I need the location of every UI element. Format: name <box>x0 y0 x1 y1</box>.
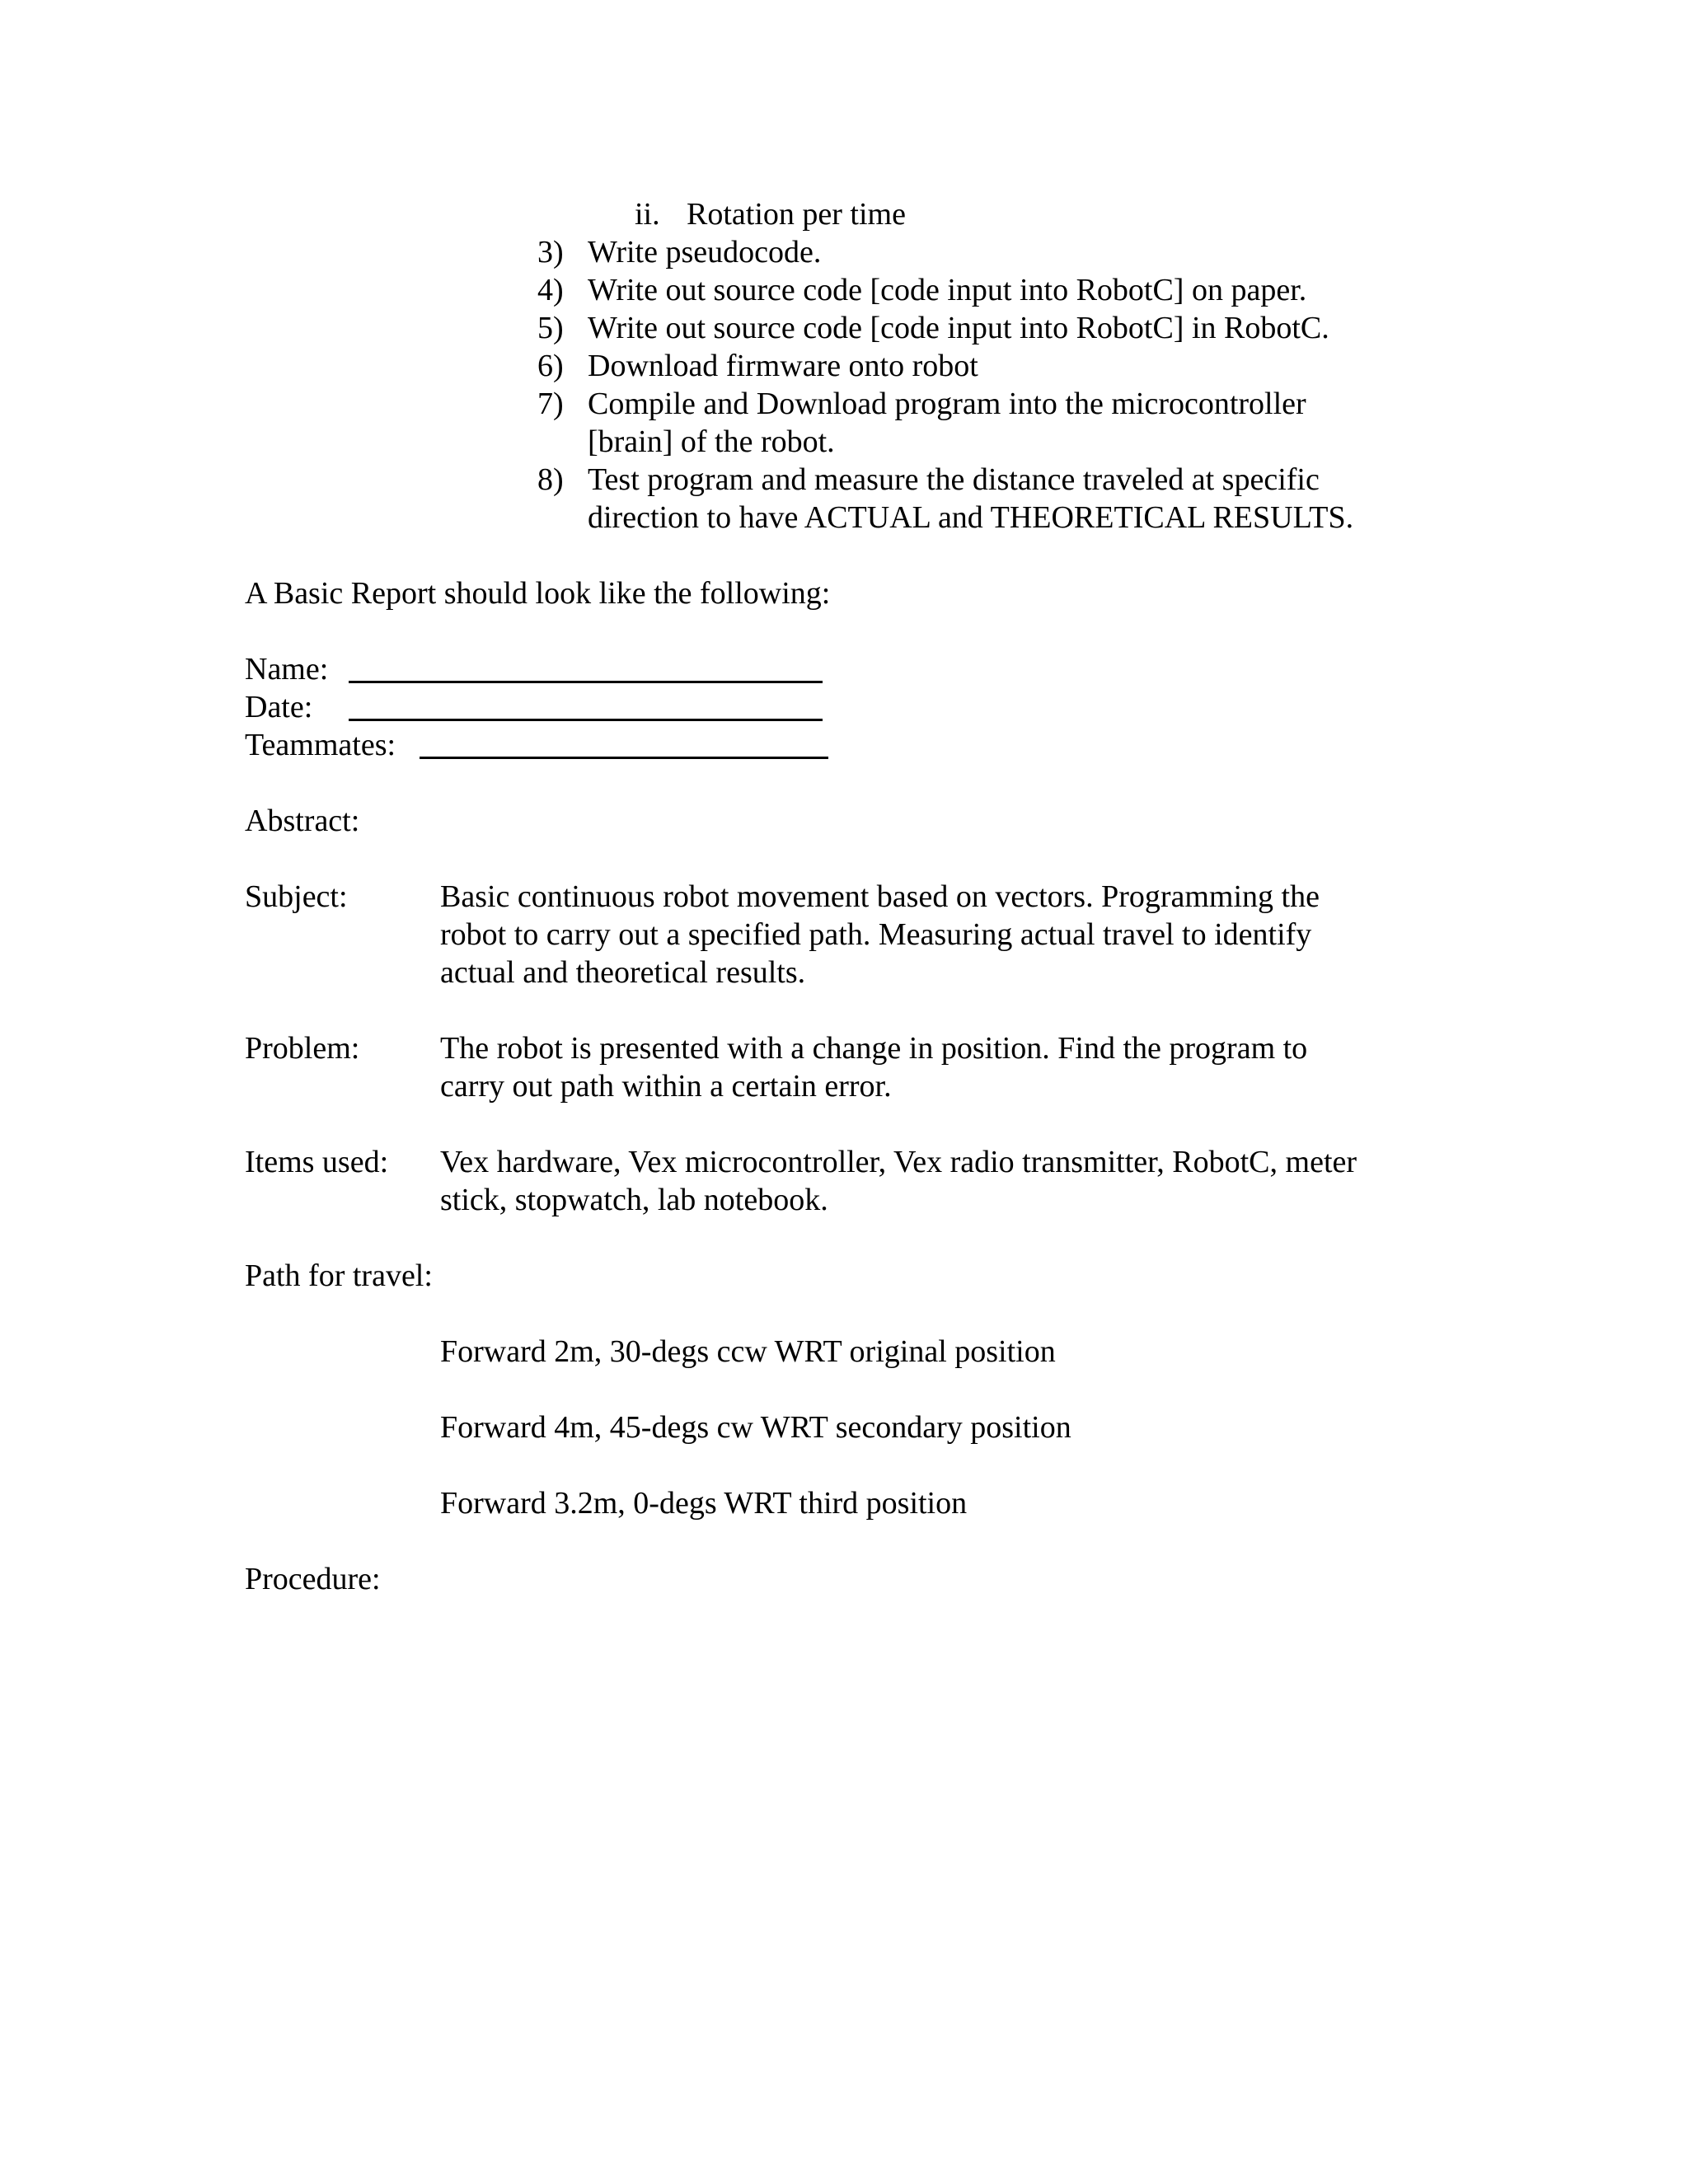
step-text-5: Write out source code [code input into RobotC] in RobotC. <box>588 311 1329 345</box>
date-blank-line <box>349 719 823 721</box>
path-segment-1: Forward 2m, 30-degs ccw WRT original position <box>440 1334 1056 1369</box>
teammates-label: Teammates: <box>245 728 396 762</box>
sub-item-marker: ii. <box>635 197 660 232</box>
items-used-label: Items used: <box>245 1145 389 1179</box>
step-number-6: 6) <box>537 349 564 383</box>
problem-label: Problem: <box>245 1031 360 1066</box>
procedure-label: Procedure: <box>245 1562 381 1596</box>
problem-text-line1: The robot is presented with a change in position. Find the program to <box>440 1031 1308 1066</box>
teammates-blank-line <box>420 757 828 759</box>
problem-text-line2: carry out path within a certain error. <box>440 1069 892 1104</box>
name-label: Name: <box>245 652 329 687</box>
items-used-text-line2: stick, stopwatch, lab notebook. <box>440 1183 828 1217</box>
report-intro: A Basic Report should look like the following: <box>245 576 831 611</box>
step-text-8-line2: direction to have ACTUAL and THEORETICAL RESULTS. <box>588 500 1354 535</box>
path-segment-2: Forward 4m, 45-degs cw WRT secondary position <box>440 1410 1071 1445</box>
abstract-label: Abstract: <box>245 804 360 838</box>
path-segment-3: Forward 3.2m, 0-degs WRT third position <box>440 1486 968 1521</box>
name-blank-line <box>349 681 823 683</box>
step-number-7: 7) <box>537 387 564 421</box>
sub-item-text: Rotation per time <box>687 197 906 232</box>
subject-text-line3: actual and theoretical results. <box>440 955 806 990</box>
step-number-8: 8) <box>537 462 564 497</box>
step-number-4: 4) <box>537 273 564 307</box>
subject-label: Subject: <box>245 879 348 914</box>
path-label: Path for travel: <box>245 1258 433 1293</box>
step-text-4: Write out source code [code input into RobotC] on paper. <box>588 273 1307 307</box>
date-label: Date: <box>245 690 313 724</box>
step-text-7-line1: Compile and Download program into the microcontroller <box>588 387 1306 421</box>
subject-text-line1: Basic continuous robot movement based on vectors. Programming the <box>440 879 1320 914</box>
step-text-8-line1: Test program and measure the distance traveled at specific <box>588 462 1320 497</box>
step-text-3: Write pseudocode. <box>588 235 822 269</box>
step-text-7-line2: [brain] of the robot. <box>588 424 835 459</box>
step-number-5: 5) <box>537 311 564 345</box>
step-number-3: 3) <box>537 235 564 269</box>
step-text-6: Download firmware onto robot <box>588 349 978 383</box>
items-used-text-line1: Vex hardware, Vex microcontroller, Vex radio transmitter, RobotC, meter <box>440 1145 1357 1179</box>
subject-text-line2: robot to carry out a specified path. Measuring actual travel to identify <box>440 917 1312 952</box>
